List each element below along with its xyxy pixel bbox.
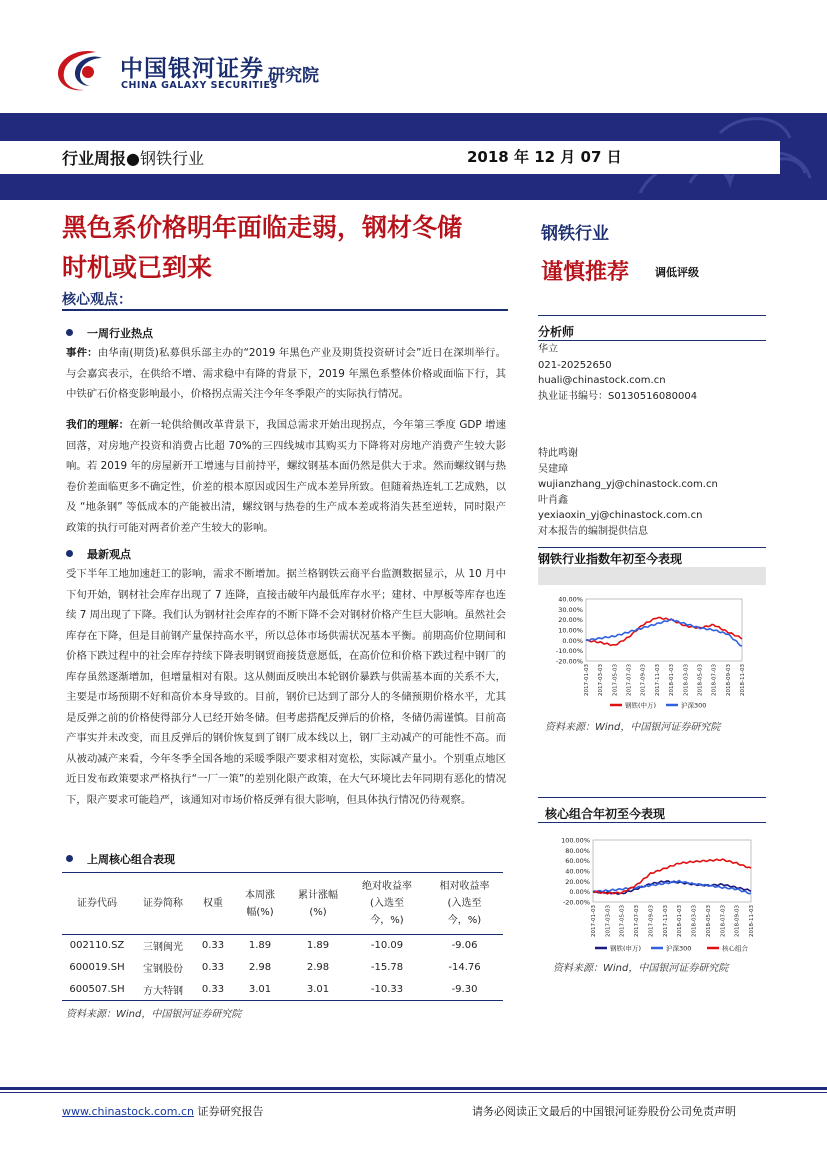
section-title: 上周核心组合表现 bbox=[87, 853, 175, 866]
table-source: 资料来源：Wind，中国银河证券研究院 bbox=[66, 1009, 242, 1020]
y-tick-label: 0.00% bbox=[562, 636, 583, 645]
chart2-top-rule bbox=[538, 797, 766, 798]
x-tick-label: 2018-07-03 bbox=[720, 905, 727, 937]
y-tick-label: 40.00% bbox=[558, 595, 583, 604]
view-text: 在新一轮供给侧改革背景下，我国总需求开始出现拐点，今年第三季度 GDP 增速回落，对房地产投资和消费占比超 70%的三四线城市其购买力下降将对房地产消费产生较大影响。若 2019 年的房屋新开工增速与目前持平，螺纹钢基本面仍然是供大于求。然而螺纹钢与热卷价差面临更多不确定性，价差的根本原因或因生产成本差异所致。但随着热连轧工艺成熟，以及 “地条钢” 等低成本的产能被出清，螺纹钢与热卷的生产成本差或将消失甚至逆转，同时限产政策的执行可能对两者价差产生较大的影响。 bbox=[66, 419, 507, 534]
footer-site bbox=[62, 1103, 263, 1119]
contribution-note: 对本报告的编制提供信息 bbox=[538, 525, 648, 537]
legend-label: 沪深300 bbox=[681, 701, 707, 710]
chart2-source: 资料来源：Wind，中国银河证券研究院 bbox=[553, 963, 729, 974]
y-tick-label: 0.00% bbox=[569, 888, 590, 897]
core-view-heading: 核心观点： bbox=[62, 292, 132, 308]
section-bullet-icon bbox=[66, 329, 73, 336]
rating-value: 谨慎推荐 bbox=[541, 260, 630, 285]
col-week: 本周涨 幅(%) bbox=[245, 889, 275, 918]
legend-label: 核心组合 bbox=[722, 944, 748, 953]
site-link[interactable]: www.chinastock.com.cn bbox=[62, 1105, 194, 1118]
x-tick-label: 2018-05-03 bbox=[697, 664, 704, 696]
analyst-license: 执业证书编号：S0130516080004 bbox=[538, 390, 698, 402]
x-tick-label: 2017-01-03 bbox=[584, 664, 590, 696]
y-tick-label: 30.00% bbox=[558, 605, 583, 614]
table-row: 002110.SZ 三钢闽光 0.33 1.89 1.89 -10.09 -9.06 bbox=[69, 940, 478, 954]
acknowledgement bbox=[538, 446, 768, 539]
thanks-label: 特此鸣谢 bbox=[538, 448, 578, 459]
legend-label: 钢铁(中万) bbox=[625, 701, 657, 710]
galaxy-logo-icon bbox=[50, 46, 110, 96]
helper-name: 吴建璋 bbox=[538, 463, 568, 475]
report-type-label bbox=[62, 146, 204, 169]
footer-rule-thin bbox=[0, 1092, 827, 1093]
core-portfolio-chart bbox=[545, 830, 760, 956]
footer-suffix: 证券研究报告 bbox=[193, 1105, 264, 1118]
table-row: 600507.SH 方大特钢 0.33 3.01 3.01 -10.33 -9.30 bbox=[62, 979, 503, 1001]
industry-tag: 钢铁行业 bbox=[139, 149, 204, 168]
x-tick-label: 2018-03-03 bbox=[691, 905, 698, 937]
chart1-title-bar bbox=[538, 567, 766, 585]
report-title-line2: 时机或已到来 bbox=[62, 253, 213, 282]
analyst-top-rule bbox=[538, 315, 766, 316]
x-tick-label: 2018-01-03 bbox=[669, 664, 676, 696]
x-tick-label: 2017-11-03 bbox=[662, 905, 669, 937]
chart2-rule bbox=[538, 822, 766, 823]
x-tick-label: 2017-09-03 bbox=[640, 664, 647, 696]
y-tick-label: -20.00% bbox=[562, 898, 590, 907]
helper-email[interactable]: wujianzhang_yj@chinastock.com.cn bbox=[538, 479, 718, 490]
helper-name: 叶肖鑫 bbox=[538, 494, 568, 506]
col-name: 证券简称 bbox=[143, 898, 183, 909]
series-line bbox=[586, 619, 742, 646]
analyst-heading: 分析师 bbox=[538, 325, 575, 339]
helper-email[interactable]: yexiaoxin_yj@chinastock.com.cn bbox=[538, 510, 703, 521]
x-tick-label: 2017-05-03 bbox=[619, 905, 626, 937]
x-tick-label: 2017-07-03 bbox=[626, 664, 633, 696]
y-tick-label: -10.00% bbox=[555, 647, 583, 656]
y-tick-label: -20.00% bbox=[555, 657, 583, 666]
x-tick-label: 2018-09-03 bbox=[725, 664, 732, 696]
core-divider bbox=[62, 309, 508, 311]
x-tick-label: 2017-07-03 bbox=[634, 905, 641, 937]
report-title-line1: 黑色系价格明年面临走弱，钢材冬储 bbox=[62, 213, 463, 242]
latest-text: 受下半年工地加速赶工的影响，需求不断增加。据兰格钢铁云商平台监测数据显示，从 10 月中下旬开始，钢材社会库存出现了 7 连降，直接击破年内最低库存水平；建材、中厚板等库存也连续 7 周出现了下降。我们认为钢材社会库存的不断下降不会对钢材价格产生巨大影响。虽然社会库存在下降，但是目前钢产量保持高水平，所以总体市场供需状况基本平衡。前期高价位期间和价格下跌过程中的社会库存持续下降表明钢贸商接货意愿低，在高价位和价格下跌过程中钢厂的库存虽然逐渐增加，但增量相对有限。这从侧面反映出本轮钢价暴跌与供需基本面的关系不大，主要是市场预期不好和高价本身导致的。目前，钢价已达到了部分人的冬储预期价格水平，尤其是反弹之前的价格使得部分人已经开始冬储。但考虑搭配反弹后的价格，冬储仍需谨慎。目前高产事实并未改变，而且反弹后的钢价恢复到了钢厂成本线以上，钢厂主动减产的可能性不高。而从被动减产来看，今年冬季全国各地的采暖季限产要求相对宽松，实际减产量小。个别重点地区近日发布政策要求严格执行“一厂一策”的差别化限产政策，在大气环境比去年同期有恶化的情况下，限产要求可能趋严，该通知对市场价格反弹有很大影响，但具体执行情况仍待观察。 bbox=[66, 568, 506, 806]
section-bullet-icon bbox=[66, 550, 73, 557]
y-tick-label: 100.00% bbox=[561, 836, 590, 845]
report-type: 行业周报 bbox=[62, 149, 127, 168]
x-tick-label: 2017-11-03 bbox=[654, 664, 661, 696]
analyst-rule bbox=[538, 340, 766, 341]
y-tick-label: 20.00% bbox=[558, 616, 583, 625]
section-bullet-icon bbox=[66, 855, 73, 862]
section-title: 最新观点 bbox=[87, 548, 131, 561]
rating-industry: 钢铁行业 bbox=[541, 224, 609, 244]
steel-index-chart bbox=[540, 585, 750, 715]
y-tick-label: 20.00% bbox=[565, 877, 590, 886]
plot-frame bbox=[586, 599, 742, 661]
latest-paragraph bbox=[66, 564, 506, 810]
portfolio-table bbox=[62, 872, 503, 1001]
x-tick-label: 2017-03-03 bbox=[605, 905, 612, 937]
analyst-email[interactable]: huali@chinastock.com.cn bbox=[538, 375, 666, 386]
view-paragraph bbox=[66, 415, 506, 538]
x-tick-label: 2017-09-03 bbox=[648, 905, 655, 937]
col-weight: 权重 bbox=[203, 898, 223, 909]
section-weekly-hotspot bbox=[66, 325, 153, 341]
bullet-separator: ● bbox=[126, 149, 140, 168]
col-abs: 绝对收益率 (入选至 今，%) bbox=[362, 881, 412, 926]
section-portfolio bbox=[66, 851, 175, 867]
footer-rule bbox=[0, 1087, 827, 1090]
y-tick-label: 10.00% bbox=[558, 626, 583, 635]
y-tick-label: 60.00% bbox=[565, 857, 590, 866]
x-tick-label: 2018-07-03 bbox=[711, 664, 718, 696]
analyst-name: 华立 bbox=[538, 344, 558, 355]
col-cum: 累计涨幅 (%) bbox=[298, 889, 338, 918]
section-latest-view bbox=[66, 546, 131, 562]
x-tick-label: 2017-01-03 bbox=[591, 905, 597, 937]
x-tick-label: 2018-11-03 bbox=[749, 905, 755, 937]
event-text: 由华南(期货)私募俱乐部主办的“2019 年黑色产业及期货投资研讨会”近日在深圳举行。与会嘉宾表示，在供给不增、需求稳中有降的背景下，2019 年黑色系整体价格或面临下行，其中铁矿石价格变影响最小，价格拐点需关注今年冬季限产的实际执行情况。 bbox=[66, 347, 507, 400]
event-label: 事件： bbox=[66, 347, 98, 359]
x-tick-label: 2018-03-03 bbox=[683, 664, 690, 696]
section-title: 一周行业热点 bbox=[87, 327, 153, 340]
rating-change-note: 调低评级 bbox=[655, 266, 699, 279]
analyst-phone: 021-20252650 bbox=[538, 359, 612, 371]
chart1-title: 钢铁行业指数年初至今表现 bbox=[538, 552, 683, 566]
legend-label: 沪深300 bbox=[666, 944, 692, 953]
chart1-top-rule bbox=[538, 547, 766, 548]
table-header-row bbox=[62, 873, 503, 935]
x-tick-label: 2018-09-03 bbox=[734, 905, 741, 937]
footer-disclaimer: 请务必阅读正文最后的中国银河证券股份公司免责声明 bbox=[472, 1105, 736, 1118]
report-title bbox=[62, 208, 512, 288]
x-tick-label: 2018-11-03 bbox=[740, 664, 746, 696]
report-date: 2018 年 12 月 07 日 bbox=[467, 148, 622, 166]
col-code: 证券代码 bbox=[77, 898, 117, 909]
institute-name: 研究院 bbox=[268, 66, 319, 86]
x-tick-label: 2017-03-03 bbox=[598, 664, 605, 696]
legend-label: 钢铁(申万) bbox=[610, 944, 642, 953]
x-tick-label: 2018-01-03 bbox=[677, 905, 684, 937]
y-tick-label: 40.00% bbox=[565, 867, 590, 876]
col-rel: 相对收益率 (入选至 今，%) bbox=[439, 881, 490, 926]
view-label: 我们的理解： bbox=[66, 419, 130, 431]
chart1-source: 资料来源：Wind，中国银河证券研究院 bbox=[545, 722, 721, 733]
logo-english-name: CHINA GALAXY SECURITIES bbox=[121, 80, 278, 91]
chart2-title: 核心组合年初至今表现 bbox=[545, 807, 666, 821]
table-row: 600019.SH 宝钢股份 0.33 2.98 2.98 -15.78 -14.76 bbox=[69, 962, 481, 975]
x-tick-label: 2018-05-03 bbox=[705, 905, 712, 937]
y-tick-label: 80.00% bbox=[565, 846, 590, 855]
x-tick-label: 2017-05-03 bbox=[612, 664, 619, 696]
logo-chinese-name: 中国银河证券 bbox=[120, 56, 264, 82]
event-paragraph bbox=[66, 343, 506, 405]
analyst-info bbox=[538, 342, 768, 404]
